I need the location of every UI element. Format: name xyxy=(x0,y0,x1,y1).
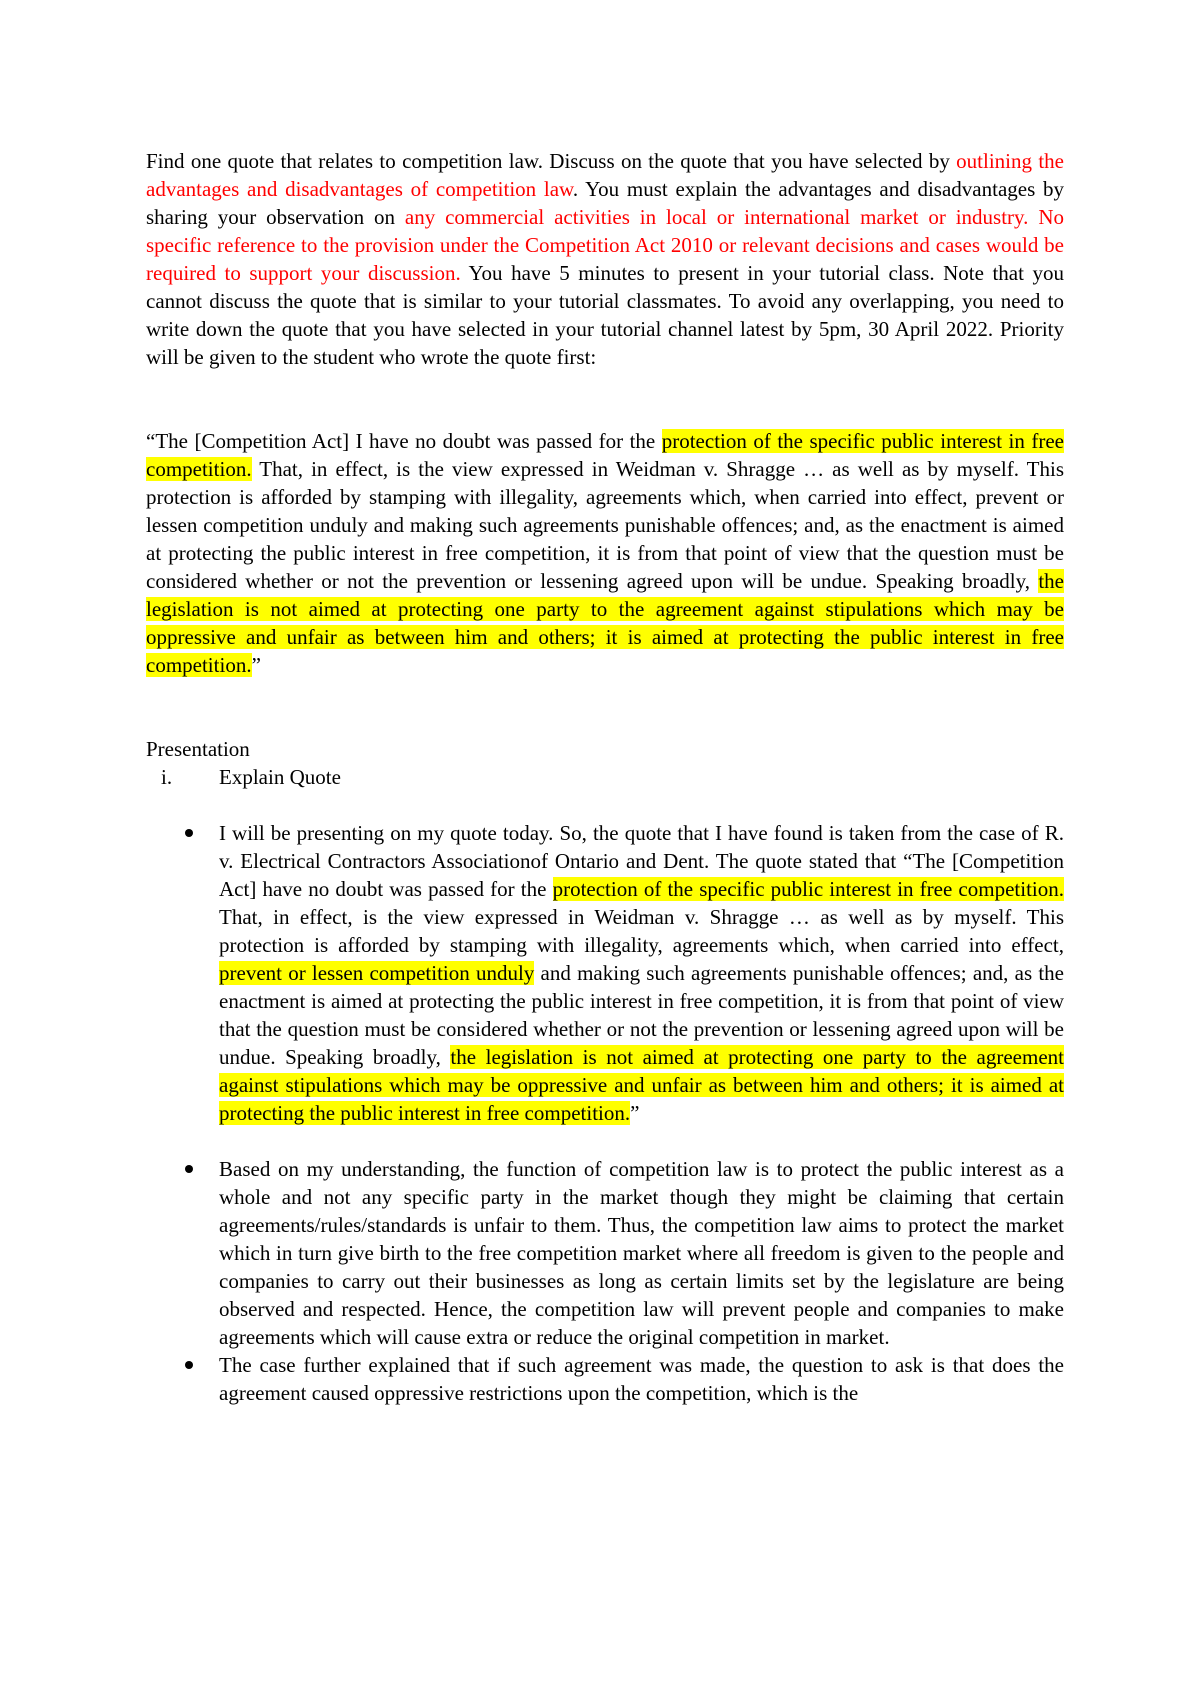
instructions-text-1: Find one quote that relates to competition law. Discuss on the quote that you have selected by xyxy=(146,149,957,173)
bullet1-highlight-1: protection of the specific public interest in free competition. xyxy=(552,877,1064,901)
numbered-item xyxy=(161,763,1064,791)
item-number: i. xyxy=(161,765,173,789)
bullet-item-2: Based on my understanding, the function of competition law is to protect the public interest as a whole and not any specific party in the market though they might be claiming that certain agreements/rules/standards is unfair to them. Thus, the competition law aims to protect the market which in turn give birth to the free competition market where all freedom is given to the people and companies to carry out their businesses as long as certain limits set by the legislature are being observed and respected. Hence, the competition law will prevent people and companies to make agreements which will cause extra or reduce the original competition in market. xyxy=(146,1155,1064,1351)
bullet1-text-b: That, in effect, is the view expressed in Weidman v. Shragge … as well as by myself. This protection is afforded by stamping with illegality, agreements which, when carried into effect, xyxy=(219,905,1064,957)
spacer xyxy=(146,679,1064,735)
quote-text-close: ” xyxy=(251,653,261,677)
spacer xyxy=(146,371,1064,427)
instructions-red-text-2: any commercial activities in local or international market or industry. No specific reference to the provision under the Competition Act 2010 or relevant decisions and cases would be required to support your discussion. xyxy=(146,205,1064,285)
quote-paragraph xyxy=(146,427,1064,679)
bullet1-highlight-2: prevent or lessen competition unduly xyxy=(219,961,535,985)
bullet-item-1 xyxy=(146,819,1064,1127)
bullet1-text-d: ” xyxy=(630,1101,640,1125)
instructions-text-3: You have 5 minutes to present in your tutorial class. Note that you cannot discuss the quote that is similar to your tutorial classmates. To avoid any overlapping, you need to write down the quote that you have selected in your tutorial channel latest by 5pm, 30 April 2022. Priority will be given to the student who wrote the quote first: xyxy=(146,261,1065,369)
bullet-item-3: The case further explained that if such agreement was made, the question to ask is that does the agreement caused oppressive restrictions upon the competition, which is the xyxy=(146,1351,1064,1407)
presentation-heading: Presentation xyxy=(146,737,250,761)
item-title: Explain Quote xyxy=(219,765,341,789)
bullet-list xyxy=(146,819,1064,1407)
quote-text-middle: That, in effect, is the view expressed in Weidman v. Shragge … as well as by myself. This protection is afforded by stamping with illegality, agreements which, when carried into effect, prevent or lessen competition unduly and making such agreements punishable offences; and, as the enactment is aimed at protecting the public interest in free competition, it is from that point of view that the question must be considered whether or not the prevention or lessening agreed upon will be undue. Speaking broadly, xyxy=(146,457,1064,593)
instructions-paragraph xyxy=(146,147,1064,371)
bullet1-text-c: and making such agreements punishable offences; and, as the enactment is aimed at protecting the public interest in free competition, it is from that point of view that the question must be considered whether or not the prevention or lessening agreed upon will be undue. Speaking broadly, xyxy=(219,961,1064,1069)
quote-highlight-1: protection of the specific public interest in free competition. xyxy=(146,429,1064,481)
instructions-red-text-1: outlining the advantages and disadvantages of competition law xyxy=(146,149,1064,201)
quote-text-open: “The [Competition Act] I have no doubt was passed for the xyxy=(146,429,662,453)
bullet1-text-a: I will be presenting on my quote today. So, the quote that I have found is taken from the case of R. v. Electrical Contractors Associationof Ontario and Dent. The quote stated that “The [Competition Act] have no doubt was passed for the xyxy=(219,821,1064,901)
bullet1-highlight-3: the legislation is not aimed at protecting one party to the agreement against stipulations which may be oppressive and unfair as between him and others; it is aimed at protecting the public interest in free competition. xyxy=(219,1045,1064,1125)
document-page xyxy=(146,147,1064,1407)
quote-highlight-2: the legislation is not aimed at protecting one party to the agreement against stipulations which may be oppressive and unfair as between him and others; it is aimed at protecting the public interest in free competition. xyxy=(146,569,1064,677)
instructions-text-2: . You must explain the advantages and disadvantages by sharing your observation on xyxy=(146,177,1065,229)
